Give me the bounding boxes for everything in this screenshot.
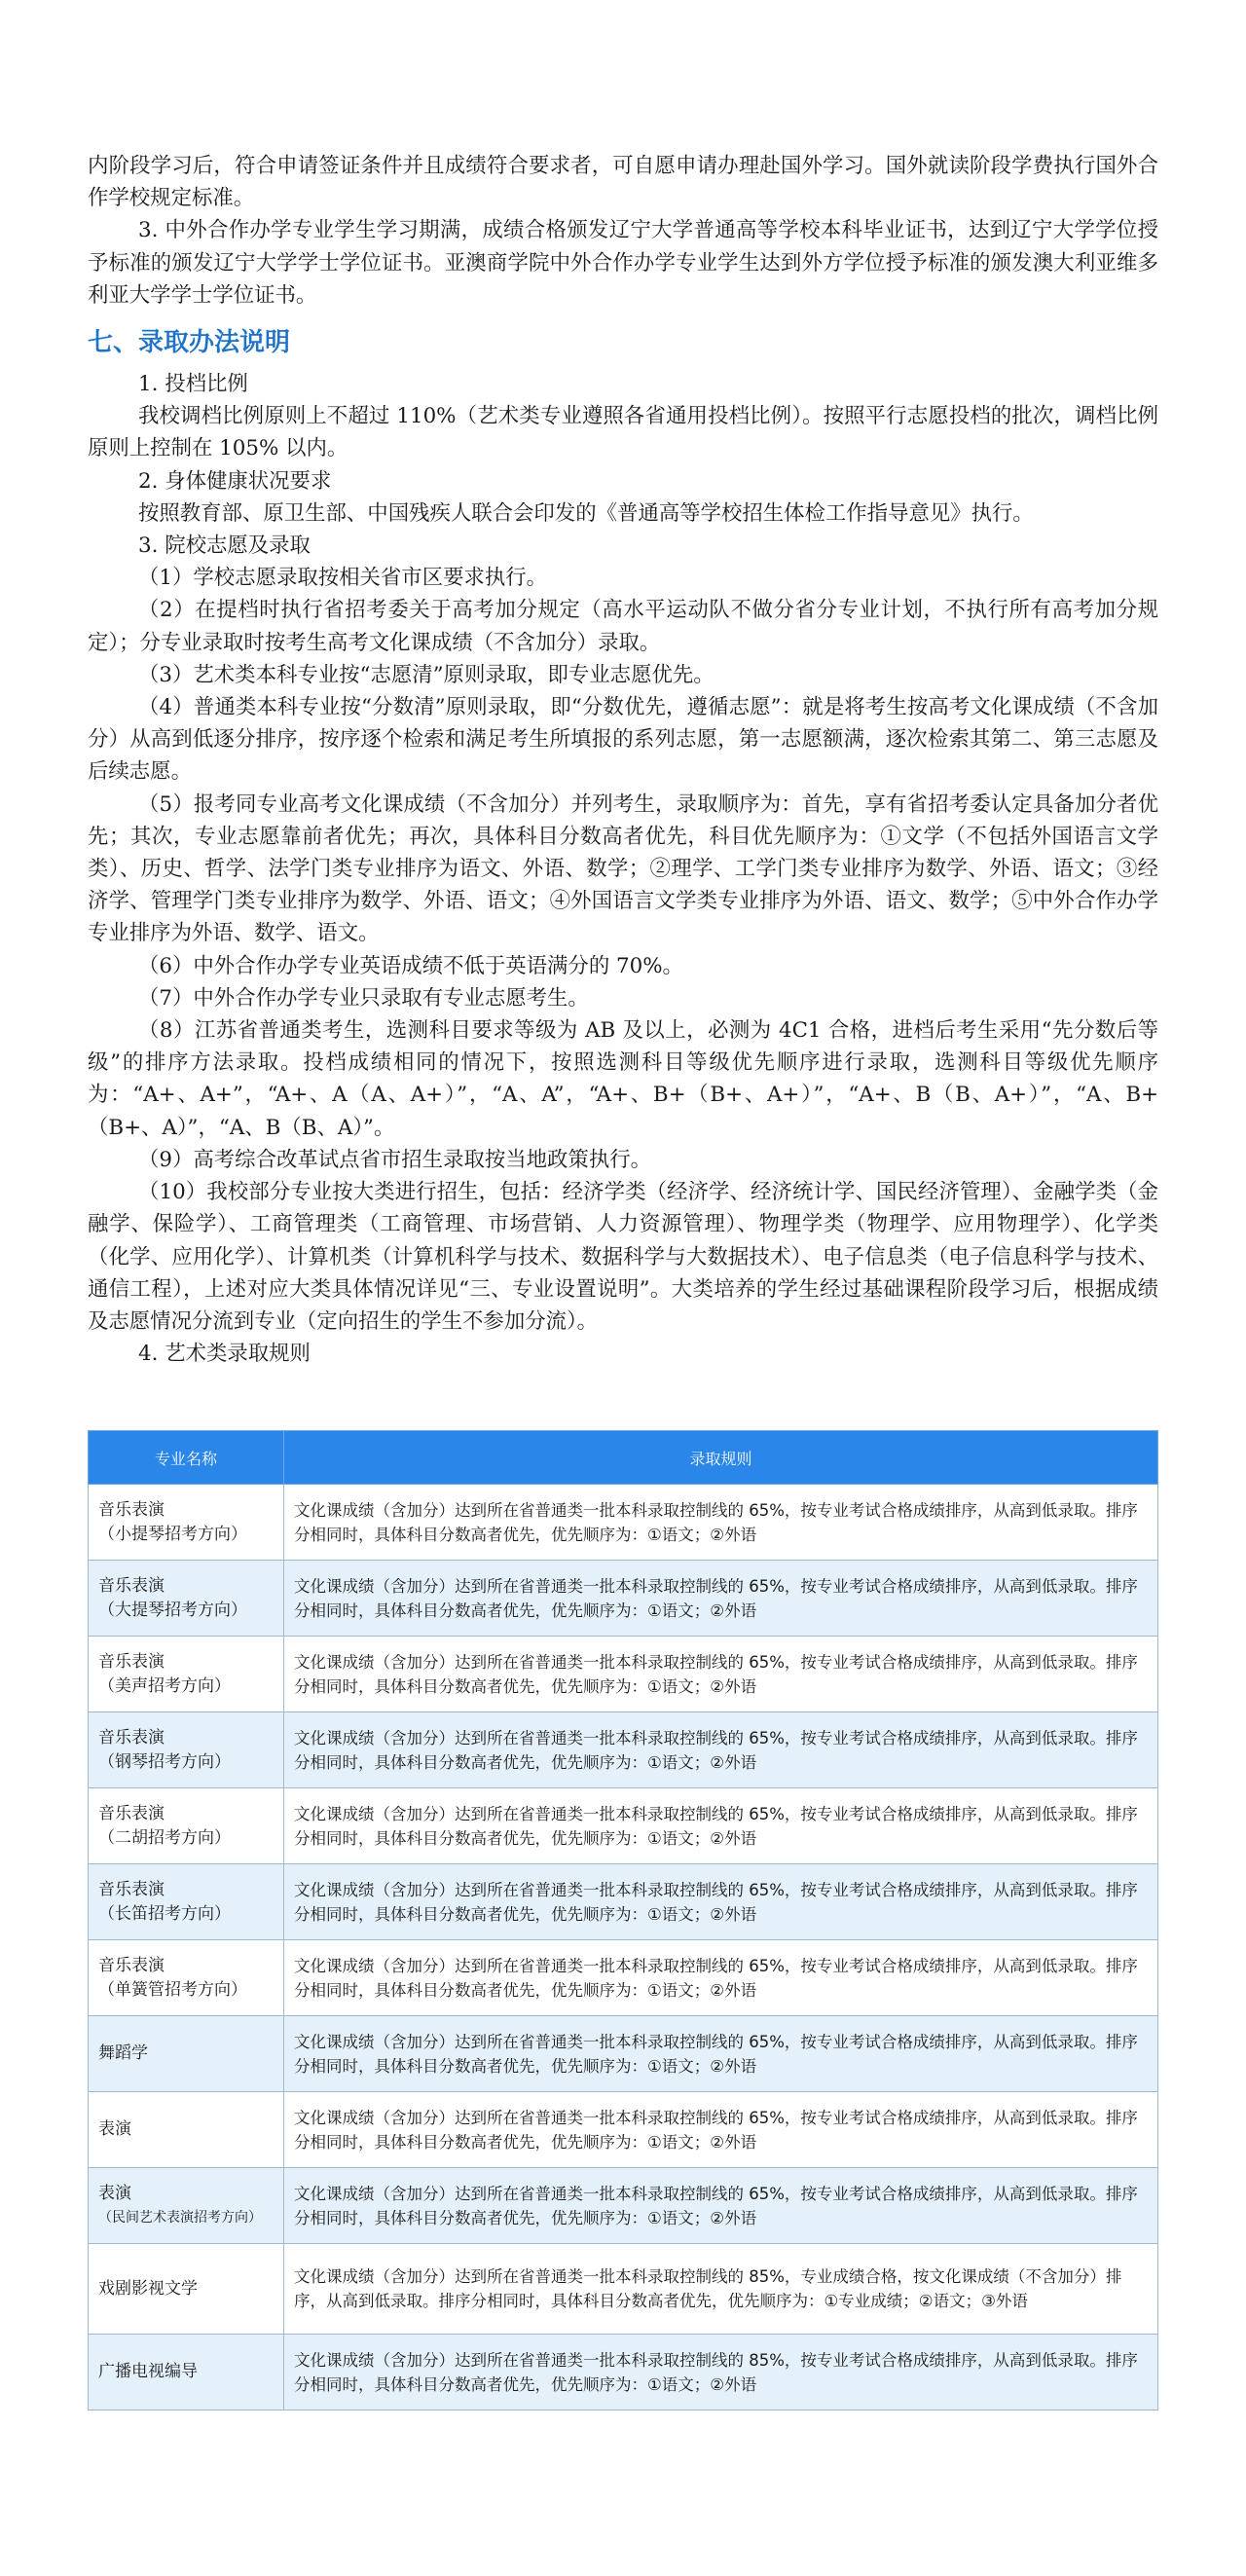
section-paragraph: （5）报考同专业高考文化课成绩（不含加分）并列考生，录取顺序为：首先，享有省招考委认定具备加分者优先；其次，专业志愿靠前者优先；再次，具体科目分数高者优先，科目优先顺序为：①文学（不包括外国语言文学类）、历史、哲学、法学门类专业排序为语文、外语、数学；②理学、工学门类专业排序为数学、外语、语文；③经济学、管理学门类专业排序为数学、外语、语文；④外国语言文学类专业排序为外语、语文、数学；⑤中外合作办学专业排序为外语、数学、语文。 [88, 791, 1158, 946]
admission-rule-cell: 文化课成绩（含加分）达到所在省普通类一批本科录取控制线的 65%，按专业考试合格成绩排序，从高到低录取。排序分相同时，具体科目分数高者优先，优先顺序为：①语文；②外语 [284, 2016, 1158, 2092]
major-direction: （钢琴招考方向） [98, 1751, 231, 1772]
major-name-cell [89, 2335, 284, 2410]
major-direction: （大提琴招考方向） [98, 1600, 247, 1620]
section-paragraph: 1. 投档比例 [138, 372, 248, 397]
header-rule: 录取规则 [284, 1431, 1158, 1485]
major-name: 音乐表演 [98, 1879, 165, 1899]
section-paragraph: （4）普通类本科专业按“分数清”原则录取，即“分数优先，遵循志愿”：就是将考生按高考文化课成绩（不含加分）从高到低逐分排序，按序逐个检索和满足考生所填报的系列志愿，第一志愿额满，逐次检索其第二、第三志愿及后续志愿。 [88, 695, 1158, 785]
table-row [89, 1712, 1158, 1788]
major-name-cell [89, 1561, 284, 1637]
section-paragraph: （1）学校志愿录取按相关省市区要求执行。 [138, 566, 548, 591]
major-name: 音乐表演 [98, 1955, 165, 1975]
admission-rule-cell: 文化课成绩（含加分）达到所在省普通类一批本科录取控制线的 65%，按专业考试合格成绩排序，从高到低录取。排序分相同时，具体科目分数高者优先，优先顺序为：①语文；②外语 [284, 1864, 1158, 1940]
major-name: 音乐表演 [98, 1499, 165, 1520]
section-paragraph: （9）高考综合改革试点省市招生录取按当地政策执行。 [138, 1147, 651, 1172]
table-row [89, 2335, 1158, 2410]
table-header-row [89, 1431, 1158, 1485]
section-paragraph: 3. 院校志愿及录取 [138, 534, 311, 559]
section-paragraph: 2. 身体健康状况要求 [138, 468, 332, 494]
major-name: 戏剧影视文学 [98, 2278, 198, 2299]
table-row [89, 2168, 1158, 2244]
major-direction: （单簧管招考方向） [98, 1979, 247, 2000]
major-name: 音乐表演 [98, 1727, 165, 1748]
section-body [88, 368, 1158, 1370]
table-row [89, 1864, 1158, 1940]
art-admission-table-wrap [88, 1430, 1158, 2410]
major-name-cell [89, 1712, 284, 1788]
admission-rule-cell: 文化课成绩（含加分）达到所在省普通类一批本科录取控制线的 65%，按专业考试合格成绩排序，从高到低录取。排序分相同时，具体科目分数高者优先，优先顺序为：①语文；②外语 [284, 2168, 1158, 2244]
major-name: 广播电视编导 [98, 2362, 198, 2382]
intro-paragraph: 内阶段学习后，符合申请签证条件并且成绩符合要求者，可自愿申请办理赴国外学习。国外就读阶段学费执行国外合作学校规定标准。 [88, 154, 1158, 211]
major-name-cell [89, 1940, 284, 2016]
admission-rule-cell: 文化课成绩（含加分）达到所在省普通类一批本科录取控制线的 85%，专业成绩合格，按文化课成绩（不含加分）排序，从高到低录取。排序分相同时，具体科目分数高者优先，优先顺序为：①专业成绩；②语文；③外语 [284, 2244, 1158, 2335]
major-name-cell [89, 2168, 284, 2244]
admission-rule-cell: 文化课成绩（含加分）达到所在省普通类一批本科录取控制线的 65%，按专业考试合格成绩排序，从高到低录取。排序分相同时，具体科目分数高者优先，优先顺序为：①语文；②外语 [284, 1940, 1158, 2016]
section-paragraph: 4. 艺术类录取规则 [138, 1342, 311, 1367]
major-name: 表演 [98, 2183, 131, 2203]
table-row [89, 1561, 1158, 1637]
table-row [89, 1485, 1158, 1561]
major-name: 音乐表演 [98, 1575, 165, 1596]
major-direction: （小提琴招考方向） [98, 1524, 247, 1544]
section-paragraph: （8）江苏省普通类考生，选测科目要求等级为 AB 及以上，必测为 4C1 合格，进档后考生采用“先分数后等级”的排序方法录取。投档成绩相同的情况下，按照选测科目等级优先顺序进行录取，选测科目等级优先顺序为：“A+、A+”，“A+、A（A、A+）”，“A、A”，“A+、B+（B+、A+）”，“A+、B（B、A+）”，“A、B+（B+、A）”，“A、B（B、A）”。 [88, 1018, 1158, 1140]
section-paragraph: （7）中外合作办学专业只录取有专业志愿考生。 [138, 985, 589, 1011]
major-name: 表演 [98, 2119, 131, 2140]
section-paragraph: （2）在提档时执行省招考委关于高考加分规定（高水平运动队不做分省分专业计划，不执行所有高考加分规定）；分专业录取时按考生高考文化课成绩（不含加分）录取。 [88, 598, 1158, 655]
table-row [89, 2244, 1158, 2335]
major-name-cell [89, 1637, 284, 1712]
table-row [89, 2016, 1158, 2092]
section-paragraph: 按照教育部、原卫生部、中国残疾人联合会印发的《普通高等学校招生体检工作指导意见》执行。 [138, 500, 1034, 526]
major-name-cell [89, 2092, 284, 2168]
major-direction: （民间艺术表演招考方向） [98, 2209, 262, 2226]
section-paragraph: 我校调档比例原则上不超过 110%（艺术类专业遵照各省通用投档比例）。按照平行志愿投档的批次，调档比例原则上控制在 105% 以内。 [88, 404, 1158, 461]
admission-rule-cell: 文化课成绩（含加分）达到所在省普通类一批本科录取控制线的 65%，按专业考试合格成绩排序，从高到低录取。排序分相同时，具体科目分数高者优先，优先顺序为：①语文；②外语 [284, 1788, 1158, 1864]
admission-rule-cell: 文化课成绩（含加分）达到所在省普通类一批本科录取控制线的 65%，按专业考试合格成绩排序，从高到低录取。排序分相同时，具体科目分数高者优先，优先顺序为：①语文；②外语 [284, 2092, 1158, 2168]
admission-rule-cell: 文化课成绩（含加分）达到所在省普通类一批本科录取控制线的 65%，按专业考试合格成绩排序，从高到低录取。排序分相同时，具体科目分数高者优先，优先顺序为：①语文；②外语 [284, 1561, 1158, 1637]
major-name-cell [89, 1788, 284, 1864]
admission-rule-cell: 文化课成绩（含加分）达到所在省普通类一批本科录取控制线的 65%，按专业考试合格成绩排序，从高到低录取。排序分相同时，具体科目分数高者优先，优先顺序为：①语文；②外语 [284, 1637, 1158, 1712]
major-name-cell [89, 1485, 284, 1561]
intro-paragraph: 3. 中外合作办学专业学生学习期满，成绩合格颁发辽宁大学普通高等学校本科毕业证书，达到辽宁大学学位授予标准的颁发辽宁大学学士学位证书。亚澳商学院中外合作办学专业学生达到外方学位授予标准的颁发澳大利亚维多利亚大学学士学位证书。 [88, 218, 1158, 308]
header-major: 专业名称 [89, 1431, 284, 1485]
section-paragraph: （6）中外合作办学专业英语成绩不低于英语满分的 70%。 [138, 953, 683, 978]
admission-rule-cell: 文化课成绩（含加分）达到所在省普通类一批本科录取控制线的 85%，按专业考试合格成绩排序，从高到低录取。排序分相同时，具体科目分数高者优先，优先顺序为：①语文；②外语 [284, 2335, 1158, 2410]
table-row [89, 1940, 1158, 2016]
major-name: 音乐表演 [98, 1803, 165, 1823]
section-paragraph: （10）我校部分专业按大类进行招生，包括：经济学类（经济学、经济统计学、国民经济管理）、金融学类（金融学、保险学）、工商管理类（工商管理、市场营销、人力资源管理）、物理学类（物理学、应用物理学）、化学类（化学、应用化学）、计算机类（计算机科学与技术、数据科学与大数据技术）、电子信息类（电子信息科学与技术、通信工程），上述对应大类具体情况详见“三、专业设置说明”。大类培养的学生经过基础课程阶段学习后，根据成绩及志愿情况分流到专业（定向招生的学生不参加分流）。 [88, 1180, 1158, 1334]
art-admission-table [88, 1430, 1158, 2410]
major-name-cell [89, 1864, 284, 1940]
major-direction: （美声招考方向） [98, 1675, 231, 1696]
table-row [89, 1637, 1158, 1712]
section-title: 七、录取办法说明 [88, 328, 291, 358]
table-row [89, 1788, 1158, 1864]
major-name-cell [89, 2244, 284, 2335]
admission-rule-cell: 文化课成绩（含加分）达到所在省普通类一批本科录取控制线的 65%，按专业考试合格成绩排序，从高到低录取。排序分相同时，具体科目分数高者优先，优先顺序为：①语文；②外语 [284, 1712, 1158, 1788]
major-name: 音乐表演 [98, 1651, 165, 1672]
major-name: 舞蹈学 [98, 2043, 148, 2064]
major-name-cell [89, 2016, 284, 2092]
admission-rule-cell: 文化课成绩（含加分）达到所在省普通类一批本科录取控制线的 65%，按专业考试合格成绩排序，从高到低录取。排序分相同时，具体科目分数高者优先，优先顺序为：①语文；②外语 [284, 1485, 1158, 1561]
section-paragraph: （3）艺术类本科专业按“志愿清”原则录取，即专业志愿优先。 [138, 662, 715, 687]
major-direction: （二胡招考方向） [98, 1827, 231, 1848]
table-row [89, 2092, 1158, 2168]
major-direction: （长笛招考方向） [98, 1903, 231, 1924]
